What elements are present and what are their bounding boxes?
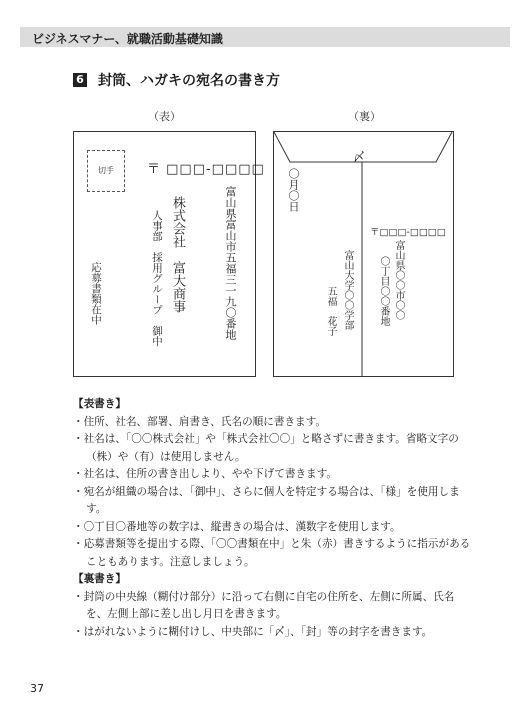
front-postal-code: 〒 □□□-□□□□ [147,162,265,177]
back-postal-code: 〒□□□-□□□□ [370,227,446,238]
seal-mark: 〆 [353,150,366,164]
back-name: 五福 花子 [325,286,336,336]
list-item: ・〇丁目〇番地等の数字は、縦書きの場合は、漢数字を使用します。 [73,520,401,533]
header-title: ビジネスマナー、就職活動基礎知識 [32,32,223,46]
back-heading: 【裏書き】 [73,573,126,585]
front-department: 人事部 採用グループ 御中 [151,210,163,347]
front-address: 富山県富山市五福三一九〇番地 [224,186,237,340]
front-company: 株式会社 富大商事 [170,196,185,313]
back-address-line2: 〇丁目〇〇番地 [378,256,389,326]
back-caption: （裏） [348,110,381,123]
front-enclosure-note: 応募書類在中 [90,262,102,325]
stamp-box: 切手 [87,150,125,192]
list-item: ・社名は、住所の書き出しより、やや下げて書きます。 [73,468,337,480]
back-affiliation: 富山大学〇〇学部 [342,250,353,330]
list-item: ・はがれないように糊付けし、中央部に「〆」、「封」等の封字を書きます。 [73,625,433,638]
back-address-line1: 富山県〇〇市〇〇 [393,240,404,320]
list-item: ・社名は、「〇〇株式会社」や「株式会社〇〇」と略さずに書きます。省略文字の（株）や（有）は使用しません。 [73,433,459,463]
front-caption: （表） [148,110,181,123]
list-item: ・住所、社名、部署、肩書き、氏名の順に書きます。 [73,415,326,428]
list-item: ・封筒の中央線（糊付け部分）に沿って右側に自宅の住所を、左側に所属、氏名を、左側上部に差し出し月日を書きます。 [73,590,455,620]
list-item: ・応募書類等を提出する際、「〇〇書類在中」と朱（赤）書きするように指示があることもあります。注意しましょう。 [73,538,471,568]
section-number: 6 [73,73,87,87]
explanation-text [73,396,473,641]
back-date: 〇月〇日 [287,168,300,212]
front-heading: 【表書き】 [73,398,126,410]
page-number: 37 [30,682,44,695]
list-item: ・宛名が組織の場合は、「御中」、さらに個人を特定する場合は、「様」を使用します。 [73,485,460,515]
section-title: 封筒、ハガキの宛名の書き方 [98,73,280,89]
